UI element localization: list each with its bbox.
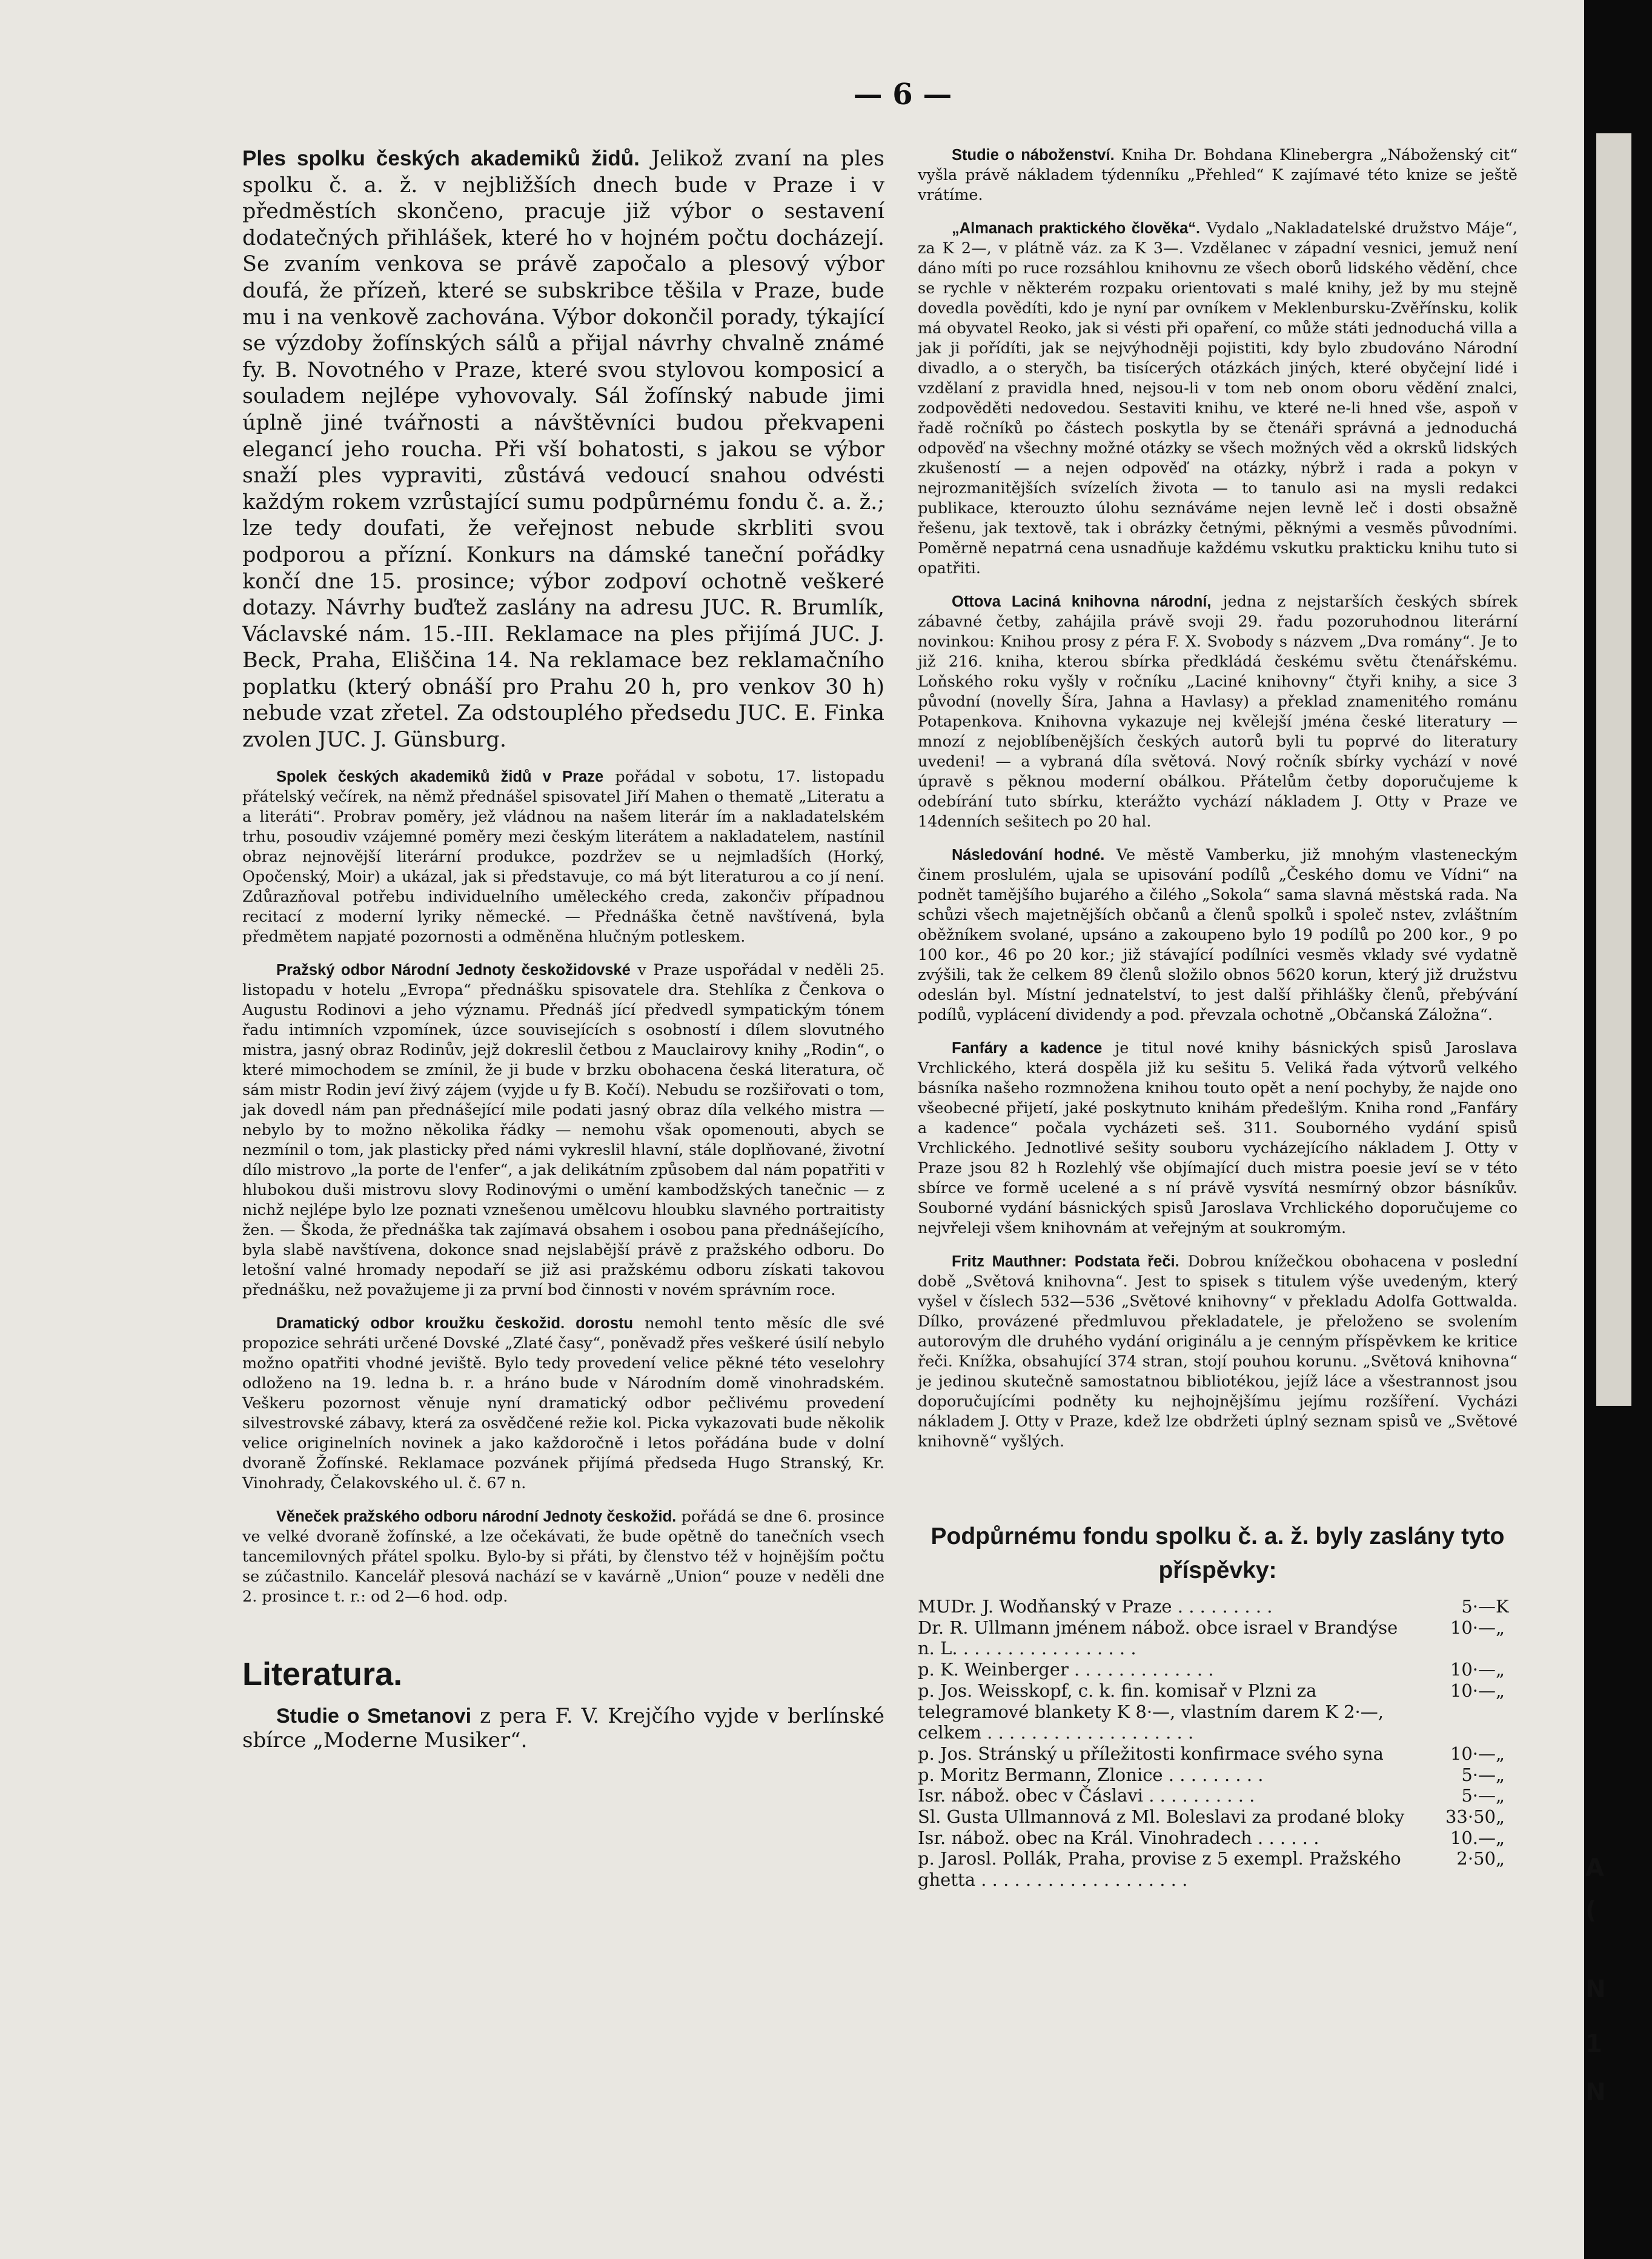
donation-currency: K [1496, 1596, 1509, 1617]
donation-list [918, 1596, 1518, 1891]
donation-amount: 33·50 [1445, 1806, 1496, 1828]
donor-text: Isr. nábož. obec na Král. Vinohradech . . . . . . [918, 1827, 1319, 1848]
fund-title: Podpůrnému fondu spolku č. a. ž. byly zaslány tyto příspěvky: [930, 1523, 1505, 1583]
donation-currency: „ [1496, 1659, 1505, 1680]
article-dramaticky-odbor [242, 1314, 884, 1494]
article-heading: „Almanach praktického člověka“. [952, 220, 1201, 237]
edge-letter: 1 [1585, 2030, 1602, 2058]
page-number: — 6 — [853, 78, 952, 111]
donation-amount: 5·— [1461, 1596, 1496, 1617]
article-body: je titul nové knihy básnických spisů Jaroslava Vrchlického, která dospěla již ku sešitu 5. Veliká řada výtvorů velkého básníka našeho rozmnožena knihou touto opět a není pochyby, že najde ono všeobecné přijetí, jaké poskytnuto knihám předešlým. Kniha rond „Fanfáry a kadence“ počala vycházeti seš. 311. Souborného vydání spisů Vrchlického. Jednotlivé sešity souboru vycházejícího nákladem J. Otty v Praze jsou 82 h Rozlehlý vše objímající duch mistra poesie jeví se v této sbírce ve formě ucelené a s ní právě vysvítá nesmírný obzor básníkův. Souborné vydání básnických spisů Jaroslava Vrchlického doporučujeme co nejvřeleji všem knihovnám at veřejným at soukromým. [918, 1039, 1518, 1237]
article-heading: Ottova Laciná knihovna národní, [952, 593, 1212, 610]
article-heading: Studie o náboženství. [952, 147, 1115, 164]
edge-letter: A [1585, 1854, 1604, 1882]
donation-item [918, 1680, 1518, 1743]
donor-text: p. K. Weinberger . . . . . . . . . . . . . [918, 1659, 1214, 1680]
donation-item [918, 1848, 1518, 1890]
article-body: z pera F. V. Krejčího vyjde v berlínské sbírce „Moderne Musiker“. [242, 1703, 885, 1752]
article-body: pořádal v sobotu, 17. listopadu přátelský večírek, na němž přednášel spisovatel Jiří Mahen o thematě „Literatu a a literáti“. Probrav poměry, jež vládnou na našem literár ím a nakladatelském trhu, posoudiv vzájemné poměry mezi českým literátem a nakladatelem, nastínil obraz nejnovější literární produkce, pozdržev se u nejmladších (Horký, Opočenský, Moir) a ukázal, jak si představuje, co má být literaturou a co jí není. Zdůrazňoval potřebu individuelního uměleckého creda, zakončiv případnou recitací z moderní lyriky německé. — Přednáška četně navštívená, byla předmětem napjaté pozornosti a odměněna hlučným potleskem. [242, 767, 885, 946]
donor-text: p. Jarosl. Pollák, Praha, provise z 5 exempl. Pražského ghetta . . . . . . . . . . . . . . . . . . . [918, 1848, 1401, 1891]
edge-letter: ( [1585, 1897, 1597, 1925]
article-body: Ve městě Vamberku, již mnohým vlasteneckým činem proslulém, ujala se upisování podílů „Českého domu ve Vídni“ na podnět tamějšího bujarého a čilého „Sokola“ sama slavná městská rada. Na schůzi všech majetnějších občanů a členů spolků i společ nstev, zvláštním oběžníkem svolané, upsáno a zakoupeno bylo 19 podílů po 200 kor., 9 po 100 kor., 46 po 20 kor.; již stávající podílníci vesměs vklady své vydatně zvýšili, tak že celkem 89 členů složilo obnos 5620 korun, který již družstvu odeslán byl. Místní jednatelství, to jest další přihlášky členů, přebývání podílů, vyplácení dividendy a pod. převzala ochotně „Občanská Záložna“. [918, 846, 1518, 1024]
article-heading: Věneček pražského odboru národní Jednoty českožid. [276, 1508, 677, 1525]
donation-item [918, 1765, 1518, 1786]
right-column [918, 145, 1518, 1891]
article-body: Dobrou knížečkou obohacena v poslední době „Světová knihovna“. Jest to spisek s titulem výše uvedeným, který vyšel v číslech 532—536 „Světové knihovny“ v překladu Adolfa Gottwalda. Dílko, provázené předmluvou překladatele, je přeloženo se svolením autorovým dle druhého vydání originálu a je cenným příspěvkem ke kritice řeči. Knížka, obsahující 374 stran, stojí pouhou korunu. „Světová knihovna“ je jedinou skutečně samostatnou bibliotékou, jejíž láce a všestrannost jsou doporučujícími podněty ku nejhojnějšímu jejímu rozšíření. Vycházi nákladem J. Otty v Praze, kdež lze obdržeti úplný seznam spisů ve „Světové knihovně“ vyšlých. [918, 1253, 1518, 1451]
donation-currency: „ [1496, 1827, 1505, 1848]
donor-text: p. Jos. Weisskopf, c. k. fin. komisař v Plzni za telegramové blankety K 8·—, vlastním darem K 2·—, celkem . . . . . . . . . . . . . . . . . . . [918, 1680, 1384, 1743]
article-heading: Studie o Smetanovi [276, 1704, 472, 1728]
edge-letter: N [1585, 1975, 1606, 2003]
article-smetana [242, 1704, 884, 1752]
article-heading: Dramatický odbor kroužku českožid. dorostu [276, 1314, 634, 1332]
article-venecek [242, 1507, 884, 1607]
donation-currency: „ [1496, 1806, 1505, 1828]
left-column [242, 145, 884, 1752]
article-prazsky-odbor [242, 960, 884, 1300]
donation-amount: 5·— [1461, 1764, 1496, 1785]
donor-text: Isr. nábož. obec v Čáslavi . . . . . . . . . . [918, 1785, 1255, 1806]
article-heading: Spolek českých akademiků židů v Praze [276, 768, 604, 785]
article-heading: Ples spolku českých akademiků židů. [242, 147, 640, 170]
donation-amount: 10.— [1450, 1827, 1496, 1848]
donation-item [918, 1743, 1518, 1765]
article-heading: Fritz Mauthner: Podstata řeči. [952, 1253, 1179, 1270]
donor-text: MUDr. J. Wodňanský v Praze . . . . . . . . . [918, 1596, 1273, 1617]
article-ples [242, 145, 884, 754]
donation-amount: 5·— [1461, 1785, 1496, 1806]
donation-item [918, 1806, 1518, 1828]
donation-currency: „ [1496, 1743, 1505, 1764]
article-body: jedna z nejstarších českých sbírek zábavné četby, zahájila právě svoji 29. řadu pozoruhodnou literární novinkou: Knihou prosy z péra F. X. Svobody s názvem „Dva romány“. Je to již 216. kniha, kterou sbírka předkládá českému světu čtenářskému. Loňského roku vyšly v ročníku „Laciné knihovny“ čtyři knihy, a sice 3 původní (novelly Šíra, Jahna a Havlasy) a překlad znamenitého románu Potapenkova. Knihovna vykazuje nej kvělejší jména české literatury — mnozí z nejoblíbenějších českých autorů byli tu poprvé do literatury uvedeni! — a vybraná díla světová. Nový ročník sbírky vychází v nové úpravě s pěknou moderní obálkou. Přátelům četby doporučujeme k odebírání tuto sbírku, kterážto vychází nákladem J. Otty v Praze ve 14denních sešitech po 20 hal. [918, 593, 1518, 831]
donation-item [918, 1617, 1518, 1659]
donation-currency: „ [1496, 1785, 1505, 1806]
donor-text: p. Moritz Bermann, Zlonice . . . . . . . . . [918, 1764, 1264, 1785]
donor-text: Sl. Gusta Ullmannová z Ml. Boleslavi za prodané bloky [918, 1806, 1405, 1828]
scan-edge [1584, 0, 1652, 2259]
article-heading: Pražský odbor Národní Jednoty českožidovské [276, 961, 631, 979]
donor-text: Dr. R. Ullmann jménem nábož. obce israel v Brandýse n. L. . . . . . . . . . . . . . . . . [918, 1617, 1398, 1659]
article-body: pořádá se dne 6. prosince ve velké dvoraně žofínské, a lze očekávati, že bude opětně do tanečních vsech tancemilovných přátel spolku. Bylo-by si přáti, by členstvo též v hojnějším počtu se zúčastnilo. Kancelář plesová nachází se v kavárně „Union“ pouze v neděli dne 2. prosince t. r.: od 2—6 hod. odp. [242, 1507, 885, 1606]
article-body: Jelikož zvaní na ples spolku č. a. ž. v nejbližších dnech bude v Praze i v předměstích skončeno, pracuje již výbor o sestavení dodatečných přihlášek, které ho v hojném počtu docházejí. Se zvaním venkova se právě započalo a plesový výbor doufá, že přízeň, které se subskribce těšila v Praze, bude mu i na venkově zachována. Výbor dokončil porady, týkající se výzdoby žofínských sálů a přijal návrhy chvalně známé fy. B. Novotného v Praze, které svou stylovou komposicí a souladem nejlépe vyhovovaly. Sál žofínský nabude jimi úplně jiné tvářnosti a návštěvníci budou překvapeni elegancí jeho roucha. Při vší bohatosti, s jakou se výbor snaží ples vypraviti, zůstává vedoucí snahou odvésti každým rokem vzrůstající sumu podpůrnému fondu č. a. ž.; lze tedy doufati, že veřejnost nebude skrbliti svou podporou a přízní. Konkurs na dámské taneční pořádky končí dne 15. prosince; výbor zodpoví ochotně veškeré dotazy. Návrhy buďtež zaslány na adresu JUC. R. Brumlík, Václavské nám. 15.-III. Reklamace na ples přijímá JUC. J. Beck, Praha, Eliščina 14. Na reklamace bez reklamačního poplatku (který obnáší pro Prahu 20 h, pro venkov 30 h) nebude vzat zřetel. Za odstouplého předsedu JUC. E. Finka zvolen JUC. J. Günsburg. [242, 147, 884, 753]
donation-amount: 2·50 [1456, 1848, 1496, 1869]
donation-item [918, 1828, 1518, 1849]
article-heading: Následování hodné. [952, 847, 1105, 863]
donor-text: p. Jos. Stránský u příležitosti konfirmace svého syna [918, 1743, 1384, 1764]
article-body: Vydalo „Nakladatelské družstvo Máje“, za K 2—, v plátně váz. za K 3—. Vzdělanec v západní vesnici, jemuž není dáno míti po ruce rozsáhlou knihovnu ze všech oborů lidského vědění, chce se rychle v některém rozpaku orientovati s malé knihy, jež by mu stejně dovedla povědíti, kdo je nyní par ovníkem v Meklenbursku-Zvěřínsku, kolik má obyvatel Reoko, jak si vésti při opaření, co může státi jednoduchá villa a jak ji pořídíti, jak se nejvýhodněji pojistiti, kdy bylo zbudováno Národní divadlo, a o steryčh, ba tisícerých otázkách jiných, které obyčejní lidé i vzdělaní z pravidla hned, nejsou-li v tom neb onom oboru vědění znalci, zodpověděti nedovedou. Sestaviti knihu, ve které ne-li hned vše, aspoň v řadě ročníků po částech poskytla by se čtenáři správná a jednoduchá odpověď na všechny možné otázky se všech možných věd a okrsků lidských zkušeností — a nejen odpověď na otázky, nýbrž i rada a pokyn v nejrozmanitějších svízelích života — to tanulo asi na mysli redakci publikace, kterouzto úlohu seznáváme nejen levně leč i dosti obsažně řešenu, jak textově, tak i obrázky četnými, pěknými a vesměs původními. Poměrně nepatrná cena usnadňuje každému vskutku prakticku knihu tuto si opatřiti. [918, 219, 1518, 577]
section-title-literatura: Literatura. [242, 1655, 403, 1692]
article-nabozenstvi [918, 145, 1518, 205]
edge-letter: N [1585, 2078, 1606, 2106]
donation-item [918, 1785, 1518, 1806]
donation-currency: „ [1496, 1680, 1505, 1701]
donation-amount: 10·— [1450, 1617, 1496, 1638]
donation-amount: 10·— [1450, 1659, 1496, 1680]
article-body: v Praze uspořádal v neděli 25. listopadu v hotelu „Evropa“ přednášku spisovatele dra. Stehlíka z Čenkova o Augustu Rodinovi a jeho významu. Přednáš jící předvedl sympatickým tónem řadu intimních vzpomínek, úzce souvisejících s osobností i dílem slovutného mistra, jasný obraz Rodinův, jejž dokreslil četbou z Mauclairovy knihy „Rodin“, o které mimochodem se zmínil, že ji bude v brzku obohacena česká literatura, oč sám mistr Rodin jeví živý zájem (vyjde u fy B. Kočí). Nebudu se rozšiřovati o tom, jak dovedl nám pan přednášející mile podati jasný obraz díla velkého mistra — nebylo by to možno několika řádky — nemohu však opomenouti, abych se nezmínil o tom, jak plasticky před námi vykreslil hlavní, stále doplňované, životní dílo mistrovo „la porte de l'enfer“, a jak delikátním způsobem dal nám popatřiti v hlubokou duši mistrovu slovy Rodinovými o umění kambodžských tanečnic — z nichž nejlépe bylo lze poznati vznešenou umělcovu hloubku slavného portraitisty žen. — Škoda, že přednáška tak zajímavá obsahem i osobou pana přednášejícího, byla slabě navštívena, dokonce snad nejslabější právě z pražského odboru. Do letošní valné hromady nepodaří se již asi pražskému odboru získati takovou přednášku, než považujeme ji za první bod činnosti v novém správním roce. [242, 960, 885, 1299]
donation-item [918, 1596, 1518, 1617]
article-mauthner [918, 1252, 1518, 1452]
article-fanfary [918, 1039, 1518, 1239]
article-heading: Fanfáry a kadence [952, 1040, 1103, 1057]
article-almanach [918, 219, 1518, 579]
article-spolek [242, 767, 884, 947]
donation-currency: „ [1496, 1764, 1505, 1785]
article-body: nemohl tento měsíc dle své propozice sehráti určené Dovské „Zlaté časy“, poněvadž přes veškeré úsilí nebylo možno opatřiti vhodné jeviště. Bylo tedy provedení velice pěkné této veselohry odloženo na 19. ledna b. r. a hráno bude v Národním domě vinohradském. Veškeru pozornost věnuje nyní dramatický odbor pečlivému provedení silvestrovské zábavy, která za osvědčené režie kol. Picka vykazovati bude několik velice originelních novinek a jako každoročně i letos pořádána bude v dolní dvoraně Žofínské. Reklamace pozvánek přijímá předseda Hugo Stranský, Kr. Vinohrady, Čelakovského ul. č. 67 n. [242, 1314, 884, 1492]
article-nasledovani [918, 845, 1518, 1025]
donation-amount: 10·— [1450, 1680, 1496, 1701]
donation-amount: 10·— [1450, 1743, 1496, 1764]
donation-currency: „ [1496, 1617, 1505, 1638]
donation-currency: „ [1496, 1848, 1505, 1869]
article-ottova-knihovna [918, 592, 1518, 832]
article-body: Kniha Dr. Bohdana Klinebergra „Náboženský cit“ vyšla právě nákladem týdenníku „Přehled“ K zajímavé této knize se ještě vrátíme. [918, 146, 1518, 204]
donation-item [918, 1659, 1518, 1680]
adjacent-page-strip [1596, 133, 1631, 1406]
